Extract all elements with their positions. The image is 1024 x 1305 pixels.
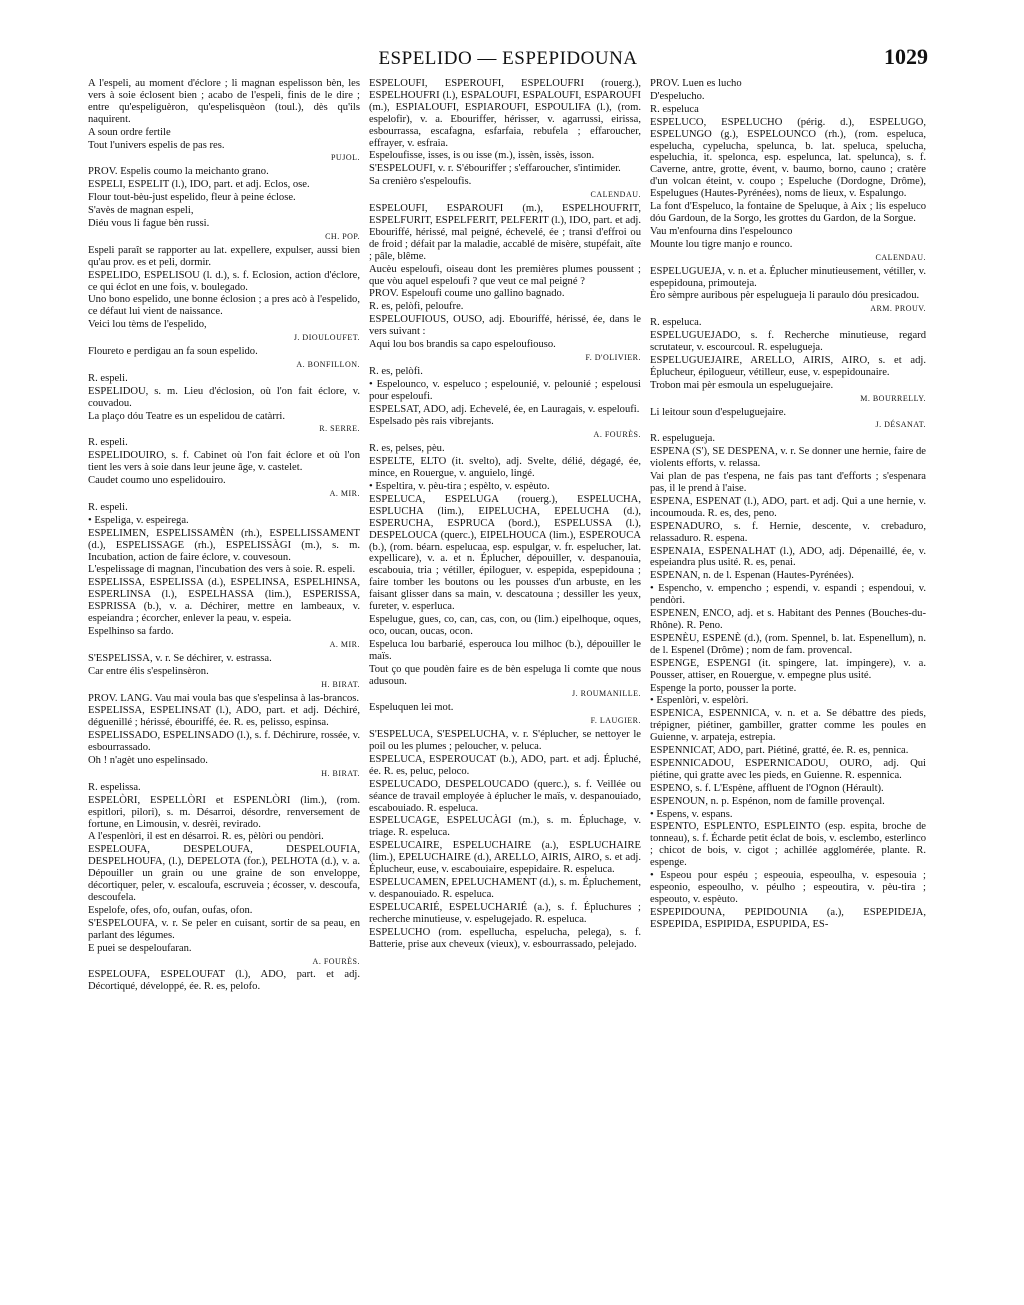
dictionary-entry: S'ESPELOUFA, v. r. Se peler en cuisant, sortir de sa peau, en parlant des légumes. <box>88 917 360 941</box>
dictionary-entry: ESPELUCA, ESPEROUCAT (b.), ADO, part. et adj. Épluché, ée. R. es, peluc, peloco. <box>369 753 641 777</box>
dictionary-entry: ESPENOUN, n. p. Espénon, nom de famille provençal. <box>650 795 885 807</box>
dictionary-entry: ESPELIMEN, ESPELISSAMÈN (rh.), ESPELLISSAMENT (d.), ESPELISSAGE (rh.), ESPELISSÀGI (m.), s. m. Incubation, action de faire éclore, v. couvesoun. <box>88 527 360 563</box>
citation-source: H. BIRAT. <box>321 768 360 778</box>
citation-source: A. MIR. <box>329 639 360 649</box>
dictionary-entry: S'avès de magnan espeli, <box>88 205 194 217</box>
citation-source: CALENDAU. <box>590 190 641 200</box>
dictionary-entry: ESPELUCA, ESPELUGA (rouerg.), ESPELUCHA, ESPLUCHA (lim.), EIPELUCHA, EPELUCHA (d.), ESPERUCHA, ESPRUCA (bord.), ESPELUSSA (l.), DESPELOUCA (querc.), EIPELHOUCA (lim.), ESPEROUCA (b.), (rom. béarn. espelucaa, esp. espulgar, v. fr. espelucher, lat. expellicare), v. a. et n. Éplucher, dépouiller, v. despanouia, escabouia, tria ; vétiller, épiloguer, v. espepida, espepidouna ; faire tomber les boutons ou les pousses d'un arbuste, en les faisant glisser dans sa main, v. descatouna ; dessiller les yeux, fureter, v. esperluca. <box>369 493 641 613</box>
dictionary-entry: Trobon mai pèr esmoula un espeluguejaire. <box>650 379 834 391</box>
dictionary-entry: PROV. LANG. Vau mai voula bas que s'espelinsa à las-brancos. <box>88 692 360 704</box>
citation-source: A. FOURÈS. <box>593 430 641 440</box>
dictionary-entry: Èro sèmpre auribous pèr espelugueja li paraulo dóu presicadou. <box>650 290 920 302</box>
dictionary-entry: ESPENEN, ENCO, adj. et s. Habitant des Pennes (Bouches-du-Rhône). R. Peno. <box>650 608 926 631</box>
dictionary-entry: Espeli paraît se rapporter au lat. expellere, expulser, aussi bien qu'au prov. es et peli, dormir. <box>88 244 360 268</box>
dictionary-entry: ESPENTO, ESPLENTO, ESPLEINTO (esp. espita, broche de tonneau), s. f. Écharde petit éclat de bois, v. esclembo, esterlinco ; chicot de bois, v. cigot ; achillée agglomérée, plante. R. espenge. <box>650 821 926 869</box>
citation-source: CALENDAU. <box>875 252 926 262</box>
running-title: ESPELIDO — ESPEPIDOUNA <box>378 48 638 69</box>
dictionary-entry: Li leitour soun d'espeluguejaire. <box>650 406 787 418</box>
citation-source: J. DÉSANAT. <box>875 420 926 430</box>
dictionary-entry: Aqui lou bos brandis sa capo espeloufiouso. <box>369 339 556 351</box>
citation-source: PUJOL. <box>330 153 360 163</box>
dictionary-entry: ESPENAIA, ESPENALHAT (l.), ADO, adj. Dépenaillé, ée, v. espeiandra plus usité. R. es, penai. <box>650 545 926 569</box>
dictionary-entry: Aucèu espeloufi, oiseau dont les premières plumes poussent ; que vòu aquel espeloufi ? que veut ce mal peigné ? <box>369 263 641 287</box>
dictionary-entry: S'ESPELISSA, v. r. Se déchirer, v. estrassa. <box>88 652 272 664</box>
dictionary-entry: ESPENO, s. f. L'Espène, affluent de l'Ognon (Hérault). <box>650 782 884 794</box>
citation-source: ARM. PROUV. <box>870 304 926 314</box>
dictionary-entry: ESPENADURO, s. f. Hernie, descente, v. crebaduro, relassaduro. R. espena. <box>650 520 926 544</box>
citation-source: J. DIOULOUFET. <box>293 333 360 343</box>
dictionary-entry: • Espeliga, v. espeirega. <box>88 514 189 526</box>
dictionary-entry: R. espelugueja. <box>650 433 716 445</box>
dictionary-entry: Car entre élis s'espelinsèron. <box>88 665 209 677</box>
dictionary-entry: Uno bono espelido, une bonne éclosion ; a pres acò à l'espelido, ce défaut lui vient de naissance. <box>88 294 360 318</box>
dictionary-entry: ESPELTE, ELTO (it. svelto), adj. Svelte, délié, dégagé, ée, mince, en Rouergue, v. anguielo, lingé. <box>369 456 641 480</box>
dictionary-entry: ESPELOUFI, ESPAROUFI (m.), ESPELHOUFRIT, ESPELFURIT, ESPELFERIT, PELFERIT (l.), IDO, part. et adj. Ebouriffé, hérissé, mal peigné, échevelé, ée ; transi d'effroi ou de froid ; défait par la maladie, accablé de misère, stupéfait, aïte ; pâle, blême. <box>369 203 641 262</box>
dictionary-entry: ESPELÒRI, ESPELLÒRI et ESPENLÒRI (lim.), (rom. espitlori, pilori), s. m. Désarroi, désordre, renversement de fortune, en Limousin, v. desrèi, revirado. <box>88 794 360 830</box>
dictionary-entry: R. espeli. <box>88 501 128 513</box>
column-left <box>88 78 360 1278</box>
page-header <box>88 44 928 74</box>
column-right <box>650 78 926 1278</box>
citation-source: A. BONFILLON. <box>296 359 360 369</box>
citation-source: A. MIR. <box>329 489 360 498</box>
dictionary-entry: Espeluquen lei mot. <box>369 702 454 714</box>
dictionary-entry: Espelhinso sa fardo. <box>88 625 174 637</box>
dictionary-entry: Vai plan de pas t'espena, ne fais pas tant d'efforts ; s'espenara pas, il le prend à l'aise. <box>650 471 926 494</box>
citation-source: H. BIRAT. <box>321 679 360 689</box>
dictionary-entry: ESPELUCARIÉ, ESPELUCHARIÉ (a.), s. f. Épluchures ; recherche minutieuse, v. espelugejado. R. espeluca. <box>369 901 641 925</box>
dictionary-entry: Floureto e perdigau an fa soun espelido. <box>88 346 258 358</box>
dictionary-entry: ESPELIDOUIRO, s. f. Cabinet où l'on fait éclore et où l'on tient les vers à soie dans leur jeune âge, v. castelet. <box>88 450 360 474</box>
citation-source: CH. POP. <box>325 231 360 241</box>
dictionary-entry: PROV. Espelis coumo la meichanto grano. <box>88 166 269 178</box>
citation-source: J. ROUMANILLE. <box>572 689 641 699</box>
dictionary-entry: Sa crenièro s'espeloufis. <box>369 176 472 188</box>
dictionary-entry: ESPELISSADO, ESPELINSADO (l.), s. f. Déchirure, rossée, v. esbourrassado. <box>88 730 360 754</box>
dictionary-entry: Espelsado pès rais vibrejants. <box>369 416 494 428</box>
dictionary-entry: ESPENA (S'), SE DESPENA, v. r. Se donner une hernie, faire de violents efforts, v. relassa. <box>650 446 926 470</box>
dictionary-entry: Espenge la porto, pousser la porte. <box>650 682 797 694</box>
dictionary-entry: ESPELSAT, ADO, adj. Echevelé, ée, en Lauragais, v. espeloufi. <box>369 403 640 415</box>
dictionary-entry: ESPELISSA, ESPELINSAT (l.), ADO, part. et adj. Déchiré, déguenillé ; hérissé, ébouriffé, ée. R. es, pelisso, espinsa. <box>88 705 360 729</box>
dictionary-entry: PROV. Luen es lucho <box>650 78 742 89</box>
dictionary-entry: S'ESPELUCA, S'ESPELUCHA, v. r. S'éplucher, se nettoyer le poil ou les plumes ; peloucher, v. peluca. <box>369 729 641 753</box>
dictionary-entry: ESPELISSA, ESPELISSA (d.), ESPELINSA, ESPELHINSA, ESPERLINSA (l.), ESPELHASSA (lim.), ESPERISSA, ESPRISSA (b.), v. a. Déchirer, mettre en lambeaux, v. espeiandra ; écorcher, enlever la peau, v. espeia. <box>88 577 360 625</box>
dictionary-entry: • Espeou pour espéu ; espeouia, espeoulha, v. espesouia ; espeonio, espeoulho, v. péulho ; espeoutira, v. pèu-tira ; espeouto, v. espèuto. <box>650 870 926 905</box>
dictionary-entry: ESPELI, ESPELIT (l.), IDO, part. et adj. Eclos, ose. <box>88 179 310 191</box>
dictionary-entry: PROV. Espeloufi coume uno gallino bagnado. <box>369 288 565 300</box>
dictionary-entry: A soun ordre fertile <box>88 126 171 138</box>
dictionary-entry: R. es, pelòfi. <box>369 365 423 377</box>
citation-source: F. D'OLIVIER. <box>585 352 641 362</box>
dictionary-entry: ESPELUCO, ESPELUCHO (périg. d.), ESPELUGO, ESPELUNGO (g.), ESPELOUNCO (rh.), (rom. espeluca, espelucha, cypelucha, spelunca, b. lat. speluca, spelucha, espeluchia, it. spelonca, esp. espelunca, lat. spelunca), s. f. Caverne, antre, grotte, évent, v. baumo, borno, cauno ; cratère d'un volcan éteint, v. coupo ; Espeluche (Dordogne, Drôme), Espelugues (Hautes-Pyrénées), noms de lieux, v. Espalungo. <box>650 116 926 200</box>
dictionary-entry: ESPENÈU, ESPENÈ (d.), (rom. Spennel, b. lat. Espenellum), n. de l. Espenel (Drôme) ; nom de fam. provencal. <box>650 632 926 656</box>
dictionary-entry: Espelugue, gues, co, can, cas, con, ou (lim.) eipelhoque, oques, oco, oucan, oucas, ocon. <box>369 613 641 637</box>
dictionary-entry: • Espeltira, v. pèu-tira ; espèlto, v. espèuto. <box>369 481 550 492</box>
dictionary-entry: ESPELOUFI, ESPEROUFI, ESPELOUFRI (rouerg.), ESPELHOUFRI (l.), ESPALOUFI, ESPALOUFI, ESPAROUFI (m.), ESPIALOUFI, ESPIAROUFI, ESPOULIFA (l.), (rom. espelofir), v. a. Ebouriffer, hérisser, v. agarrussi, eirissa, esbourrassa, escafagna, esfarfaia, rebufela ; effaroucher, effrayer, v. esfraia. <box>369 78 641 149</box>
dictionary-entry: L'espelissage di magnan, l'incubation des vers à soie. R. espeli. <box>88 564 356 576</box>
dictionary-entry: A l'espenlòri, il est en désarroi. R. es, pèlòri ou pendòri. <box>88 831 324 843</box>
dictionary-entry: Espeloufisse, isses, is ou isse (m.), issèn, issès, isson. <box>369 150 595 162</box>
dictionary-entry: Oh ! n'agèt uno espelinsado. <box>88 755 208 767</box>
dictionary-entry: • Espens, v. espans. <box>650 808 733 820</box>
dictionary-entry: Espelofe, ofes, ofo, oufan, oufas, ofon. <box>88 904 253 916</box>
dictionary-entry: ESPENAN, n. de l. Espenan (Hautes-Pyrénées). <box>650 570 854 582</box>
dictionary-entry: • Espelounco, v. espeluco ; espelounié, v. pelounié ; espelousi pour espeloufi. <box>369 378 641 402</box>
dictionary-entry: D'espelucho. <box>650 90 705 102</box>
dictionary-entry: R. espeli. <box>88 372 128 384</box>
dictionary-entry: ESPENNICADOU, ESPERNICADOU, OURO, adj. Qui piétine, qui gratte avec les pieds, en Guienne. R. espennica. <box>650 757 926 781</box>
dictionary-entry: R. es, pelòfi, peloufre. <box>369 301 464 313</box>
dictionary-entry: Caudet coumo uno espelidouiro. <box>88 475 226 487</box>
dictionary-entry: ESPELUGUEJADO, s. f. Recherche minutieuse, regard scrutateur, v. escourcoul. R. espelugueja. <box>650 330 926 354</box>
dictionary-entry: ESPELUCAMEN, EPELUCHAMENT (d.), s. m. Épluchement, v. despanouiado. R. espeluca. <box>369 877 641 900</box>
dictionary-entry: ESPELIDO, ESPELISOU (l. d.), s. f. Eclosion, action d'éclore, ce qui éclot en une fois, v. boulegado. <box>88 269 360 293</box>
citation-source: F. LAUGIER. <box>590 716 641 726</box>
dictionary-entry: ESPENGE, ESPENGI (it. spingere, lat. impingere), v. a. Pousser, attiser, en Rouergue, v. empegne plus usité. <box>650 657 926 681</box>
dictionary-entry: R. espelissa. <box>88 781 141 793</box>
dictionary-entry: Diéu vous li fague bèn russi. <box>88 217 210 229</box>
dictionary-entry: S'ESPELOUFI, v. r. S'ébouriffer ; s'effaroucher, s'intimider. <box>369 163 621 175</box>
dictionary-entry: ESPELUCAIRE, ESPELUCHAIRE (a.), ESPLUCHAIRE (lim.), EPELUCHAIRE (d.), ARELLO, AIRIS, AIRO, s. et adj. Éplucheur, euse, v. escabouiaire, espepidaire. R. espeluca. <box>369 840 641 876</box>
dictionary-entry: ESPELOUFA, ESPELOUFAT (l.), ADO, part. et adj. Décortiqué, développé, ée. R. es, pelofo. <box>88 969 360 993</box>
dictionary-entry: ESPELUCADO, DESPELOUCADO (querc.), s. f. Veillée ou séance de travail employée à éplucher le maïs, v. despanouiado, escabouiado. R. espeluca. <box>369 778 641 814</box>
dictionary-entry: Flour tout-bèu-just espelido, fleur à peine éclose. <box>88 192 296 204</box>
dictionary-entry: Vau m'enfourna dins l'espelounco <box>650 225 793 237</box>
page-number: 1029 <box>884 44 928 69</box>
dictionary-entry: ESPELOUFA, DESPELOUFA, DESPELOUFIA, DESPELHOUFA, (l.), DEPELOTA (for.), PELHOTA (d.), v. a. Dépouiller un grain ou une graine de son enveloppe, décortiquer, peler, v. escaloufa, escruveia ; écosser, v. descoufa, descoufela. <box>88 844 360 903</box>
dictionary-entry: Veici lou tèms de l'espelido, <box>88 319 207 331</box>
dictionary-entry: • Espenlòri, v. espelòri. <box>650 695 749 707</box>
column-middle <box>369 78 641 1278</box>
dictionary-entry: Espeluca lou barbarié, esperouca lou milhoc (b.), dépouiller le maïs. <box>369 638 641 662</box>
dictionary-entry: Mounte lou tigre manjo e rounco. <box>650 238 793 250</box>
dictionary-entry: La plaço dóu Teatre es un espelidou de catàrri. <box>88 410 286 422</box>
dictionary-entry: ESPEPIDOUNA, PEPIDOUNIA (a.), ESPEPIDEJA, ESPEPIDA, ESPIPIDA, ESPUPIDA, ES- <box>650 906 926 930</box>
dictionary-entry: La font d'Espeluco, la fontaine de Speluque, à Aix ; lis espeluco dóu Gardoun, de la Sorgo, les grottes du Gardon, de la Sorgue. <box>650 201 926 224</box>
dictionary-entry: Tout ço que poudèn faire es de bèn espeluga li comte que nous adusoun. <box>369 663 641 687</box>
dictionary-entry: ESPELIDOU, s. m. Lieu d'éclosion, où l'on fait éclore, v. couvadou. <box>88 385 360 409</box>
dictionary-entry: ESPELUCHO (rom. espellucha, espelucha, pelega), s. f. Batterie, prise aux cheveux (vieux), v. esbourrassado, pelejado. <box>369 926 641 950</box>
dictionary-entry: ESPENNICAT, ADO, part. Piétiné, gratté, ée. R. es, pennica. <box>650 745 909 757</box>
dictionary-entry: ESPELUGUEJAIRE, ARELLO, AIRIS, AIRO, s. et adj. Éplucheur, épilogueur, vétilleur, euse, v. espepidounaire. <box>650 354 926 378</box>
dictionary-entry: • Espencho, v. empencho ; espendi, v. espandi ; espendoui, v. pendòri. <box>650 583 926 607</box>
dictionary-entry: E puei se despeloufaran. <box>88 942 192 954</box>
citation-source: R. SERRE. <box>319 424 360 434</box>
dictionary-entry: ESPENA, ESPENAT (l.), ADO, part. et adj. Qui a une hernie, v. incoumouda. R. es, des, peno. <box>650 495 926 519</box>
dictionary-entry: ESPELOUFIOUS, OUSO, adj. Ebouriffé, hérissé, ée, dans le vers suivant : <box>369 314 641 338</box>
dictionary-entry: ESPELUCAGE, ESPELUCÀGI (m.), s. m. Épluchage, v. triage. R. espeluca. <box>369 815 641 839</box>
dictionary-entry: ESPENICA, ESPENNICA, v. n. et a. Se débattre des pieds, trépigner, piétiner, gambiller, gratter comme les poules en Guienne, v. arpateja, estrepia. <box>650 708 926 744</box>
dictionary-entry: R. espeluca. <box>650 317 702 329</box>
dictionary-entry: R. es, pelses, pèu. <box>369 443 445 455</box>
dictionary-entry: ESPELUGUEJA, v. n. et a. Éplucher minutieusement, vétiller, v. espepidouna, primouteja. <box>650 265 926 289</box>
dictionary-entry: A l'espeli, au moment d'éclore ; li magnan espelisson bèn, les vers à soie éclosent bien ; acabo de l'espeli, finis de le dire ; entre qu'espeliguèron, qu'espelisquèon (toul.), dès qu'ils naquirent. <box>88 78 360 125</box>
dictionary-entry: R. espeli. <box>88 437 128 449</box>
citation-source: M. BOURRELLY. <box>860 393 926 403</box>
citation-source: A. FOURÈS. <box>312 956 360 966</box>
dictionary-entry: Tout l'univers espelis de pas res. <box>88 139 225 151</box>
dictionary-entry: R. espeluca <box>650 103 699 115</box>
